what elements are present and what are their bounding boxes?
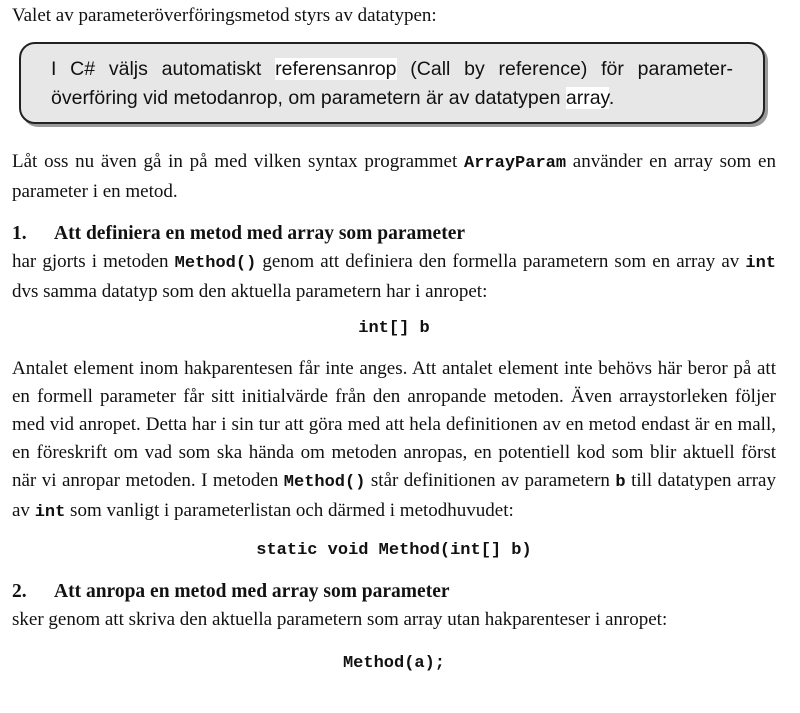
inline-code-method: Method()	[174, 254, 257, 273]
code-line-int-array-b: int[] b	[358, 319, 430, 338]
note-highlight-referensanrop: referensanrop	[275, 58, 397, 80]
paragraph-text: genom att definiera den formella parametern som en array av	[256, 251, 746, 272]
paragraph-text: står definitionen av parametern	[365, 470, 616, 491]
paragraph-text: använder en array som en parameter i en metod.	[12, 151, 776, 202]
paragraph-text: Antalet element inom hakparentesen får inte anges. Att antalet element inte behövs här beror på att en formell parameter får sitt initialvärde från den anropande metoden. Även arraystorleken följer med vid anropet. Detta har i sin tur att göra med att hela definitionen av en metod endast är en mall, en föreskrift om vad som ska hända om metoden anropas, en potentiell kod som blir aktuell först när vi anropar metoden. I metoden	[12, 358, 776, 491]
paragraph-text: till datatypen array av	[12, 470, 776, 521]
section-1-explanation	[12, 355, 776, 527]
code-line-method-signature: static void Method(int[] b)	[256, 541, 532, 560]
section-1-number: 1.	[12, 223, 27, 244]
inline-code-method: Method()	[283, 473, 366, 492]
section-1-title: Att definiera en metod med array som parameter	[54, 223, 466, 244]
paragraph-text: som vanligt i parameterlistan och därmed i metodhuvudet:	[65, 500, 514, 521]
paragraph-text: dvs samma datatyp som den aktuella parametern har i anropet:	[12, 281, 488, 302]
document-page	[12, 0, 776, 678]
note-text-2: (Call by reference) för parameter-överföring vid metodanrop, om parametern är av datatypen	[51, 58, 733, 109]
inline-code-int: int	[745, 254, 776, 273]
paragraph-syntax-intro	[12, 148, 776, 206]
inline-code-arrayparam: ArrayParam	[464, 154, 567, 173]
paragraph-text: har gjorts i metoden	[12, 251, 175, 272]
note-box	[19, 42, 765, 124]
section-1-heading	[12, 220, 776, 248]
section-1-body	[12, 248, 776, 306]
note-text-1: I C# väljs automatiskt	[51, 58, 276, 80]
note-highlight-array: array	[565, 87, 609, 109]
section-2-heading	[12, 578, 776, 606]
inline-code-b: b	[615, 473, 626, 492]
section-2-body: sker genom att skriva den aktuella parametern som array utan hakparenteser i anropet:	[12, 609, 668, 630]
note-text-3: .	[608, 87, 615, 109]
code-line-method-call: Method(a);	[342, 654, 446, 673]
section-2-number: 2.	[12, 581, 27, 602]
section-2-title: Att anropa en metod med array som parameter	[54, 581, 450, 602]
intro-text: Valet av parameteröverföringsmetod styrs av datatypen:	[12, 5, 437, 26]
inline-code-int: int	[34, 503, 66, 522]
paragraph-text: Låt oss nu även gå in på med vilken syntax programmet	[12, 151, 465, 172]
